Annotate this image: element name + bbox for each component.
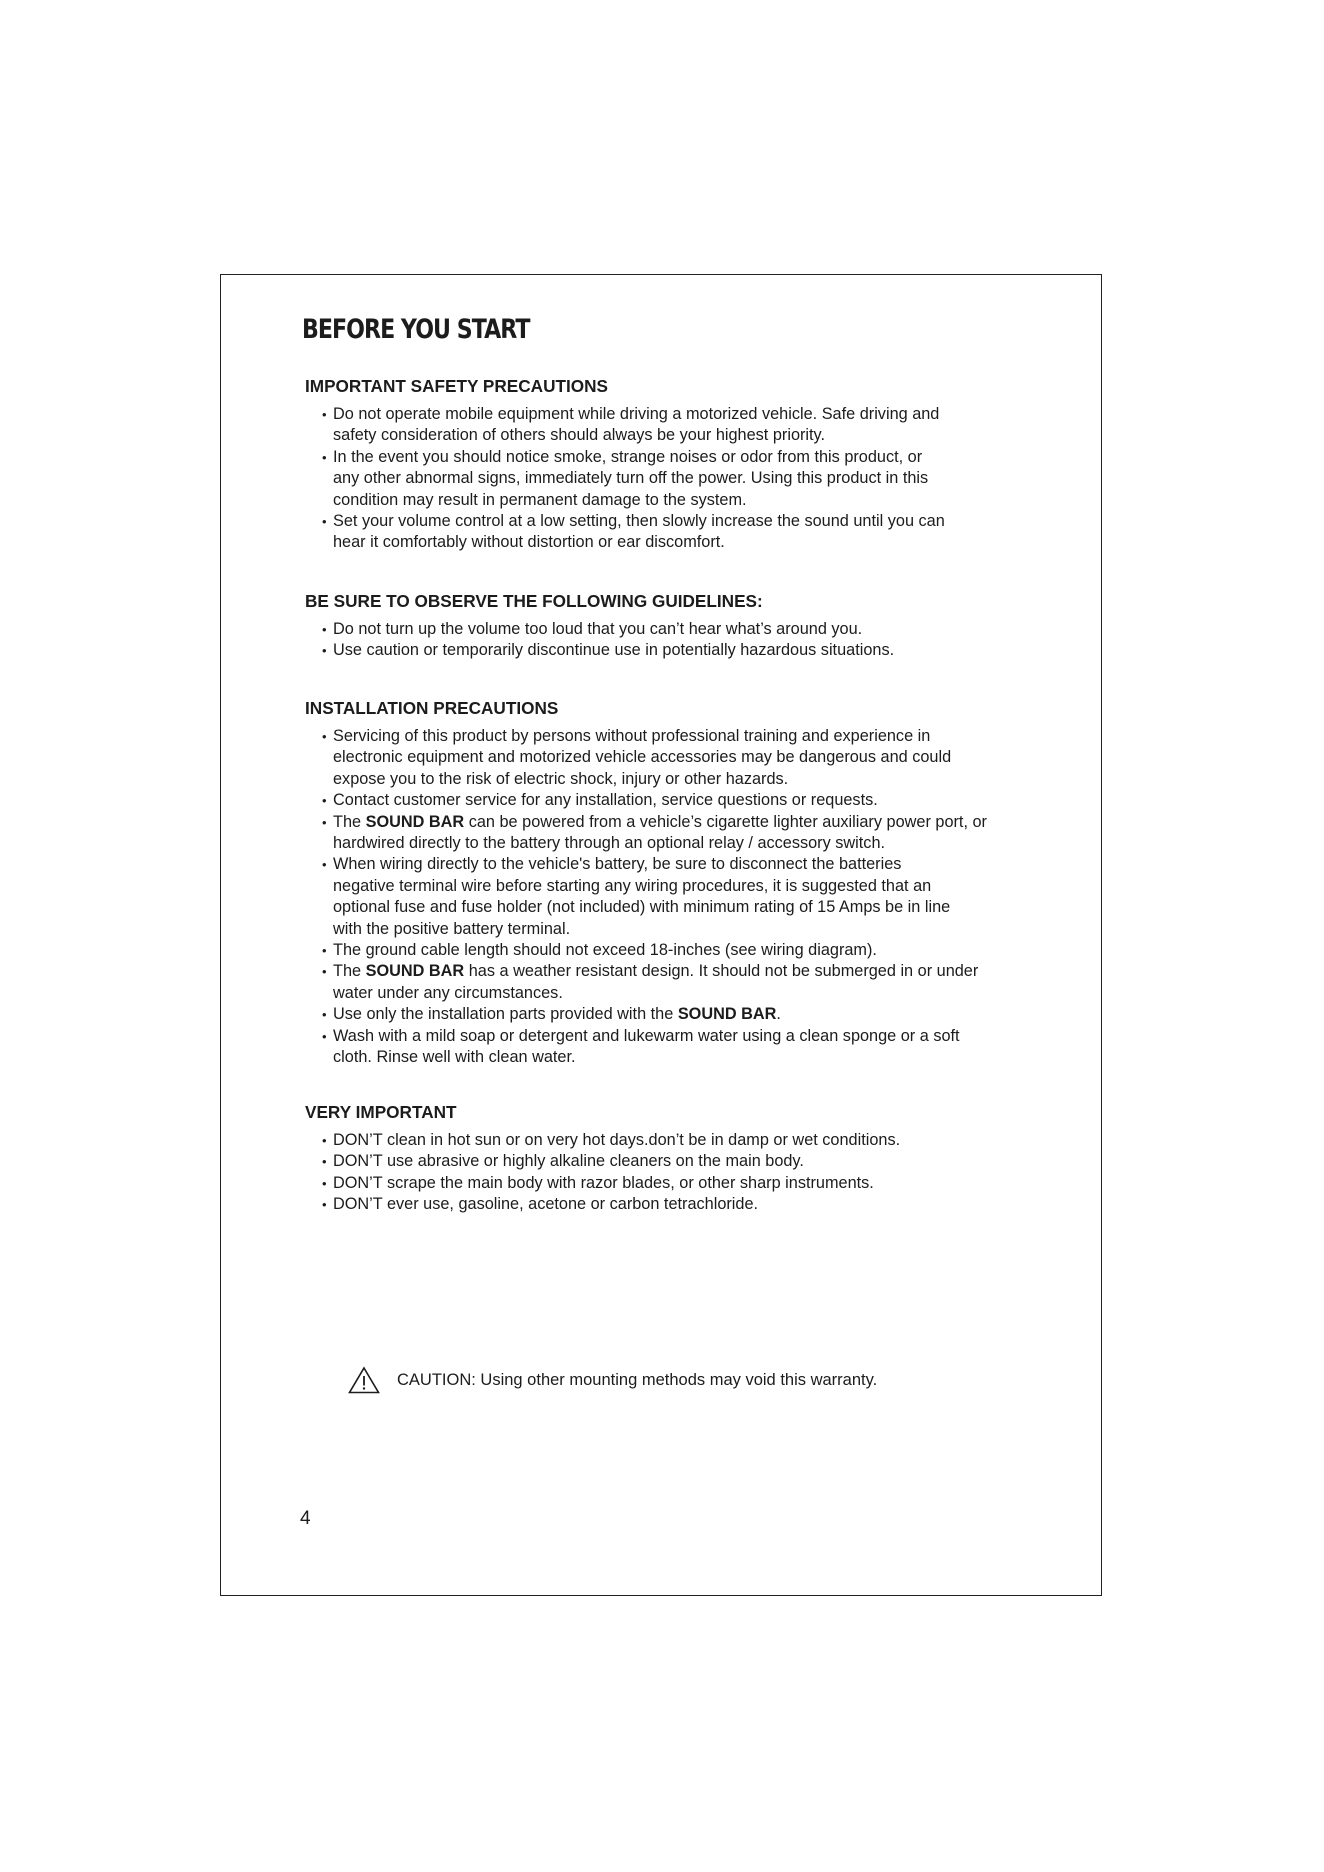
list-item — [322, 854, 1065, 940]
text-line: optional fuse and fuse holder (not included) with minimum rating of 15 Amps be in line — [333, 898, 951, 917]
product-name: SOUND BAR — [677, 1005, 777, 1024]
list-item — [322, 1130, 1065, 1151]
text-segment: can be powered from a vehicle’s cigarette lighter auxiliary power port, or — [464, 812, 987, 831]
list-item — [322, 1026, 1065, 1069]
list-item — [322, 790, 1065, 811]
text-line: • The ground cable length should not exceed 18-inches (see wiring diagram). — [333, 941, 877, 960]
section-guidelines — [305, 590, 1065, 662]
text-line: electronic equipment and motorized vehicle accessories may be dangerous and could — [333, 748, 952, 767]
bullet-list — [305, 619, 1065, 662]
text-segment: The — [333, 812, 366, 831]
caution-notice — [348, 1366, 877, 1394]
text-segment: has a weather resistant design. It should not be submerged in or under — [464, 962, 979, 981]
list-item — [322, 619, 1065, 640]
list-item — [322, 726, 1065, 790]
text-line: • DON’T clean in hot sun or on very hot days.don’t be in damp or wet conditions. — [333, 1131, 901, 1149]
list-item — [322, 940, 1065, 961]
page-number: 4 — [300, 1508, 311, 1529]
list-item — [322, 1173, 1065, 1194]
list-item — [322, 1151, 1065, 1172]
text-line: hear it comfortably without distortion or ear discomfort. — [333, 533, 725, 552]
bullet-list — [305, 726, 1065, 1069]
section-heading: BE SURE TO OBSERVE THE FOLLOWING GUIDELINES: — [305, 591, 763, 611]
section-very-important — [305, 1101, 1065, 1216]
page-title: BEFORE YOU START — [302, 314, 530, 345]
section-heading: VERY IMPORTANT — [305, 1102, 457, 1122]
text-line: • Contact customer service for any installation, service questions or requests. — [333, 791, 878, 810]
product-name: SOUND BAR — [365, 812, 465, 831]
text-segment: . — [776, 1005, 781, 1024]
bullet-list — [305, 1130, 1065, 1216]
text-line: • DON’T use abrasive or highly alkaline cleaners on the main body. — [333, 1152, 804, 1171]
text-line: hardwired directly to the battery through an optional relay / accessory switch. — [333, 834, 886, 853]
text-line: • Do not operate mobile equipment while driving a motorized vehicle. Safe driving and — [333, 405, 940, 423]
list-item — [322, 640, 1065, 661]
list-item — [322, 447, 1065, 511]
text-line — [333, 961, 1065, 982]
text-line: cloth. Rinse well with clean water. — [333, 1048, 576, 1067]
list-item — [322, 812, 1065, 855]
warning-triangle-icon — [348, 1366, 380, 1394]
caution-text: CAUTION: Using other mounting methods may void this warranty. — [397, 1371, 878, 1389]
product-name: SOUND BAR — [365, 962, 465, 981]
text-line — [333, 812, 1065, 833]
section-safety-precautions — [305, 375, 1065, 554]
list-item — [322, 511, 1065, 554]
bullet-list — [305, 404, 1065, 554]
text-line: negative terminal wire before starting any wiring procedures, it is suggested that an — [333, 876, 932, 895]
text-line: • DON’T ever use, gasoline, acetone or carbon tetrachloride. — [333, 1195, 759, 1214]
section-installation-precautions — [305, 697, 1065, 1069]
section-heading: INSTALLATION PRECAUTIONS — [305, 698, 559, 718]
text-line: • In the event you should notice smoke, strange noises or odor from this product, or — [333, 447, 923, 466]
text-line: condition may result in permanent damage to the system. — [333, 490, 747, 509]
text-line: water under any circumstances. — [333, 983, 563, 1002]
list-item — [322, 1004, 1065, 1025]
text-line — [333, 1004, 1065, 1025]
text-segment: Use only the installation parts provided with the — [333, 1005, 678, 1024]
section-heading: IMPORTANT SAFETY PRECAUTIONS — [305, 376, 609, 396]
text-segment: The — [333, 962, 366, 981]
list-item — [322, 1194, 1065, 1215]
text-line: safety consideration of others should always be your highest priority. — [333, 426, 826, 445]
text-line: • Set your volume control at a low setting, then slowly increase the sound until you can — [333, 512, 945, 531]
text-line: • Servicing of this product by persons without professional training and experience in — [333, 727, 931, 745]
text-line: • DON’T scrape the main body with razor blades, or other sharp instruments. — [333, 1173, 874, 1192]
text-line: expose you to the risk of electric shock, injury or other hazards. — [333, 769, 789, 788]
text-line: • Do not turn up the volume too loud that you can’t hear what’s around you. — [333, 620, 863, 638]
list-item — [322, 961, 1065, 1004]
text-line: • Use caution or temporarily discontinue use in potentially hazardous situations. — [333, 641, 895, 660]
text-line: any other abnormal signs, immediately turn off the power. Using this product in this — [333, 469, 929, 488]
list-item — [322, 404, 1065, 447]
text-line: with the positive battery terminal. — [333, 919, 571, 938]
text-line: • When wiring directly to the vehicle's battery, be sure to disconnect the batteries — [333, 855, 902, 874]
text-line: • Wash with a mild soap or detergent and lukewarm water using a clean sponge or a soft — [333, 1026, 960, 1045]
